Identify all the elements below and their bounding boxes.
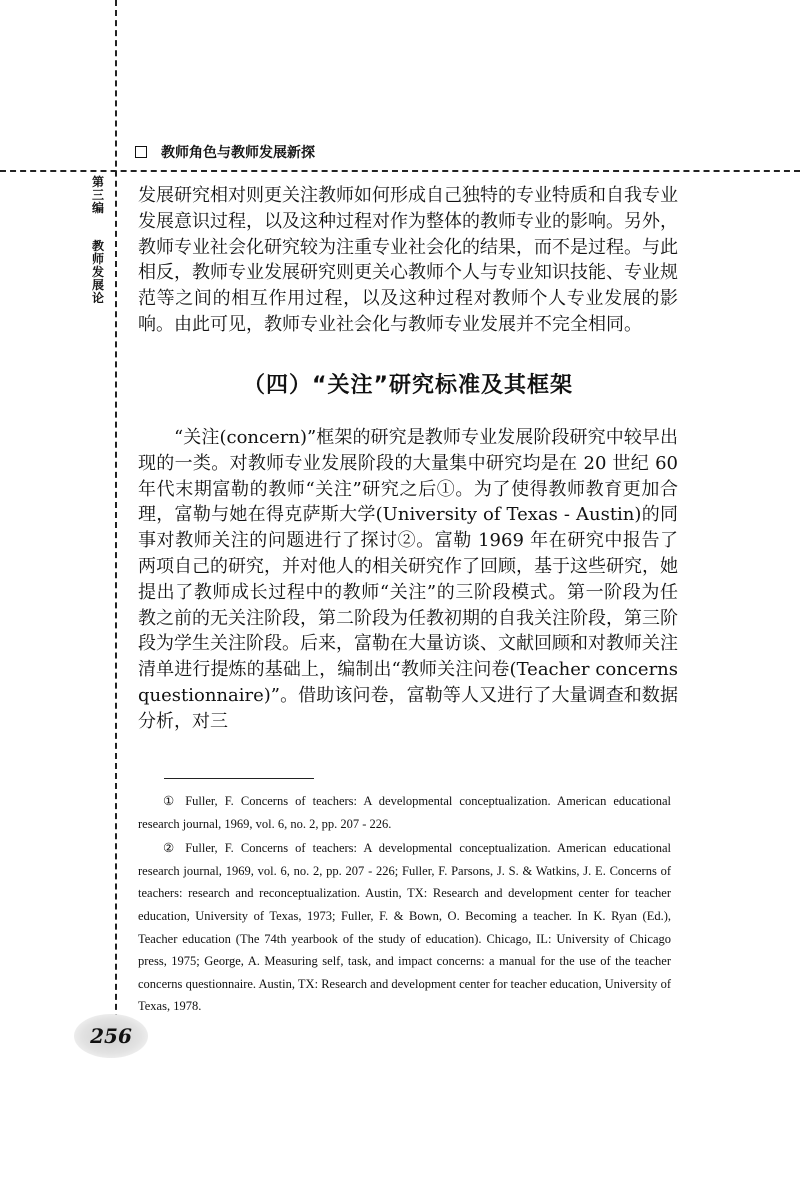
header-dashed-line [0, 170, 800, 172]
section-heading: （四）“关注”研究标准及其框架 [243, 373, 573, 398]
running-header [135, 140, 315, 164]
paragraph-text: 发展研究相对则更关注教师如何形成自己独特的专业特质和自我专业发展意识过程，以及这种过程对作为整体的教师专业的影响。另外，教师专业社会化研究较为注重专业社会化的结果，而不是过程。与此相反，教师专业发展研究则更关心教师个人与专业知识技能、专业规范等之间的相互作用过程，以及这种过程对教师个人专业发展的影响。由此可见，教师专业社会化与教师专业发展并不完全相同。 [138, 185, 678, 335]
side-part-title: 教师发展论 [91, 239, 104, 305]
margin-dashed-line-vertical [115, 0, 117, 1030]
footnotes [138, 790, 671, 1020]
footnote-separator [164, 778, 314, 779]
paragraph-text: “关注(concern)”框架的研究是教师专业发展阶段研究中较早出现的一类。对教师专业发展阶段的大量集中研究均是在 20 世纪 60 年代末期富勒的教师“关注”研究之后①。为了使得教师教育更加合理，富勒与她在得克萨斯大学(University of Texas - Austin)的同事对教师关注的问题进行了探讨②。富勒 1969 年在研究中报告了两项自己的研究，并对他人的相关研究作了回顾，基于这些研究，她提出了教师成长过程中的教师“关注”的三阶段模式。第一阶段为任教之前的无关注阶段，第二阶段为任教初期的自我关注阶段，第三阶段为学生关注阶段。后来，富勒在大量访谈、文献回顾和对教师关注清单进行提炼的基础上，编制出“教师关注问卷(Teacher concerns questionnaire)”。借助该问卷，富勒等人又进行了大量调查和数据分析，对三 [138, 427, 678, 732]
body-paragraph-1 [138, 183, 678, 338]
running-title: 教师角色与教师发展新探 [161, 145, 315, 161]
body-paragraph-2 [138, 425, 678, 735]
square-bullet-icon [135, 146, 147, 158]
page-number: 256 [74, 1014, 148, 1058]
footnote-1: ① Fuller, F. Concerns of teachers: A developmental conceptualization. American educational research journal, 1969, vol. 6, no. 2, pp. 207 - 226. [138, 794, 671, 831]
footnote-2: ② Fuller, F. Concerns of teachers: A developmental conceptualization. American educational research journal, 1969, vol. 6, no. 2, pp. 207 - 226; Fuller, F. Parsons, J. S. & Watkins, J. E. Concerns of teachers: research and reconceptualization. Austin, TX: Research and development center for teacher education, University of Texas, 1973; Fuller, F. & Bown, O. Becoming a teacher. In K. Ryan (Ed.), Teacher education (The 74th yearbook of the study of education). Chicago, IL: University of Chicago press, 1975; George, A. Measuring self, task, and impact concerns: a manual for the use of the teacher concerns questionnaire. Austin, TX: Research and development center for teacher education, University of Texas, 1978. [138, 841, 671, 1014]
side-part-label: 第三编 [91, 175, 104, 215]
